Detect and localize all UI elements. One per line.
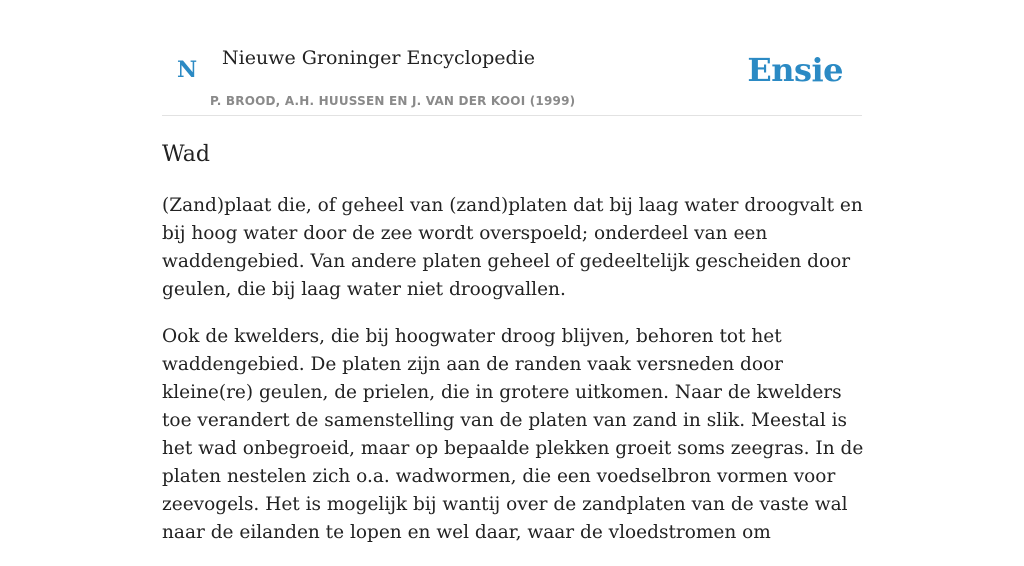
article-title: Wad (162, 142, 210, 167)
source-header (162, 0, 862, 116)
article-paragraph: Ook de kwelders, die bij hoogwater droog blijven, behoren tot het waddengebied. De platen zijn aan de randen vaak versneden door kleine(re) geulen, de prielen, die in grotere uitkomen. Naar de kwelders toe verandert de samenstelling van de platen van zand in slik. Meestal is het wad onbegroeid, maar op bepaalde plekken groeit soms zeegras. In de platen nestelen zich o.a. wadwormen, die een voedselbron vormen voor zeevogels. Het is mogelijk bij wantij over de zandplaten van de vaste wal naar de eilanden te lopen en wel daar, waar de vloedstromen om (162, 326, 864, 543)
source-authors: P. BROOD, A.H. HUUSSEN EN J. VAN DER KOOI (1999) (210, 94, 576, 108)
article-paragraph: (Zand)plaat die, of geheel van (zand)platen dat bij laag water droogvalt en bij hoog water door de zee wordt overspoeld; onderdeel van een waddengebied. Van andere platen geheel of gedeeltelijk gescheiden door geulen, die bij laag water niet droogvallen. (162, 195, 863, 300)
source-title-link[interactable]: Nieuwe Groninger Encyclopedie (222, 47, 536, 69)
ensie-logo[interactable]: Ensie (747, 51, 843, 89)
article-body (162, 192, 874, 566)
source-logo: N (177, 57, 198, 83)
